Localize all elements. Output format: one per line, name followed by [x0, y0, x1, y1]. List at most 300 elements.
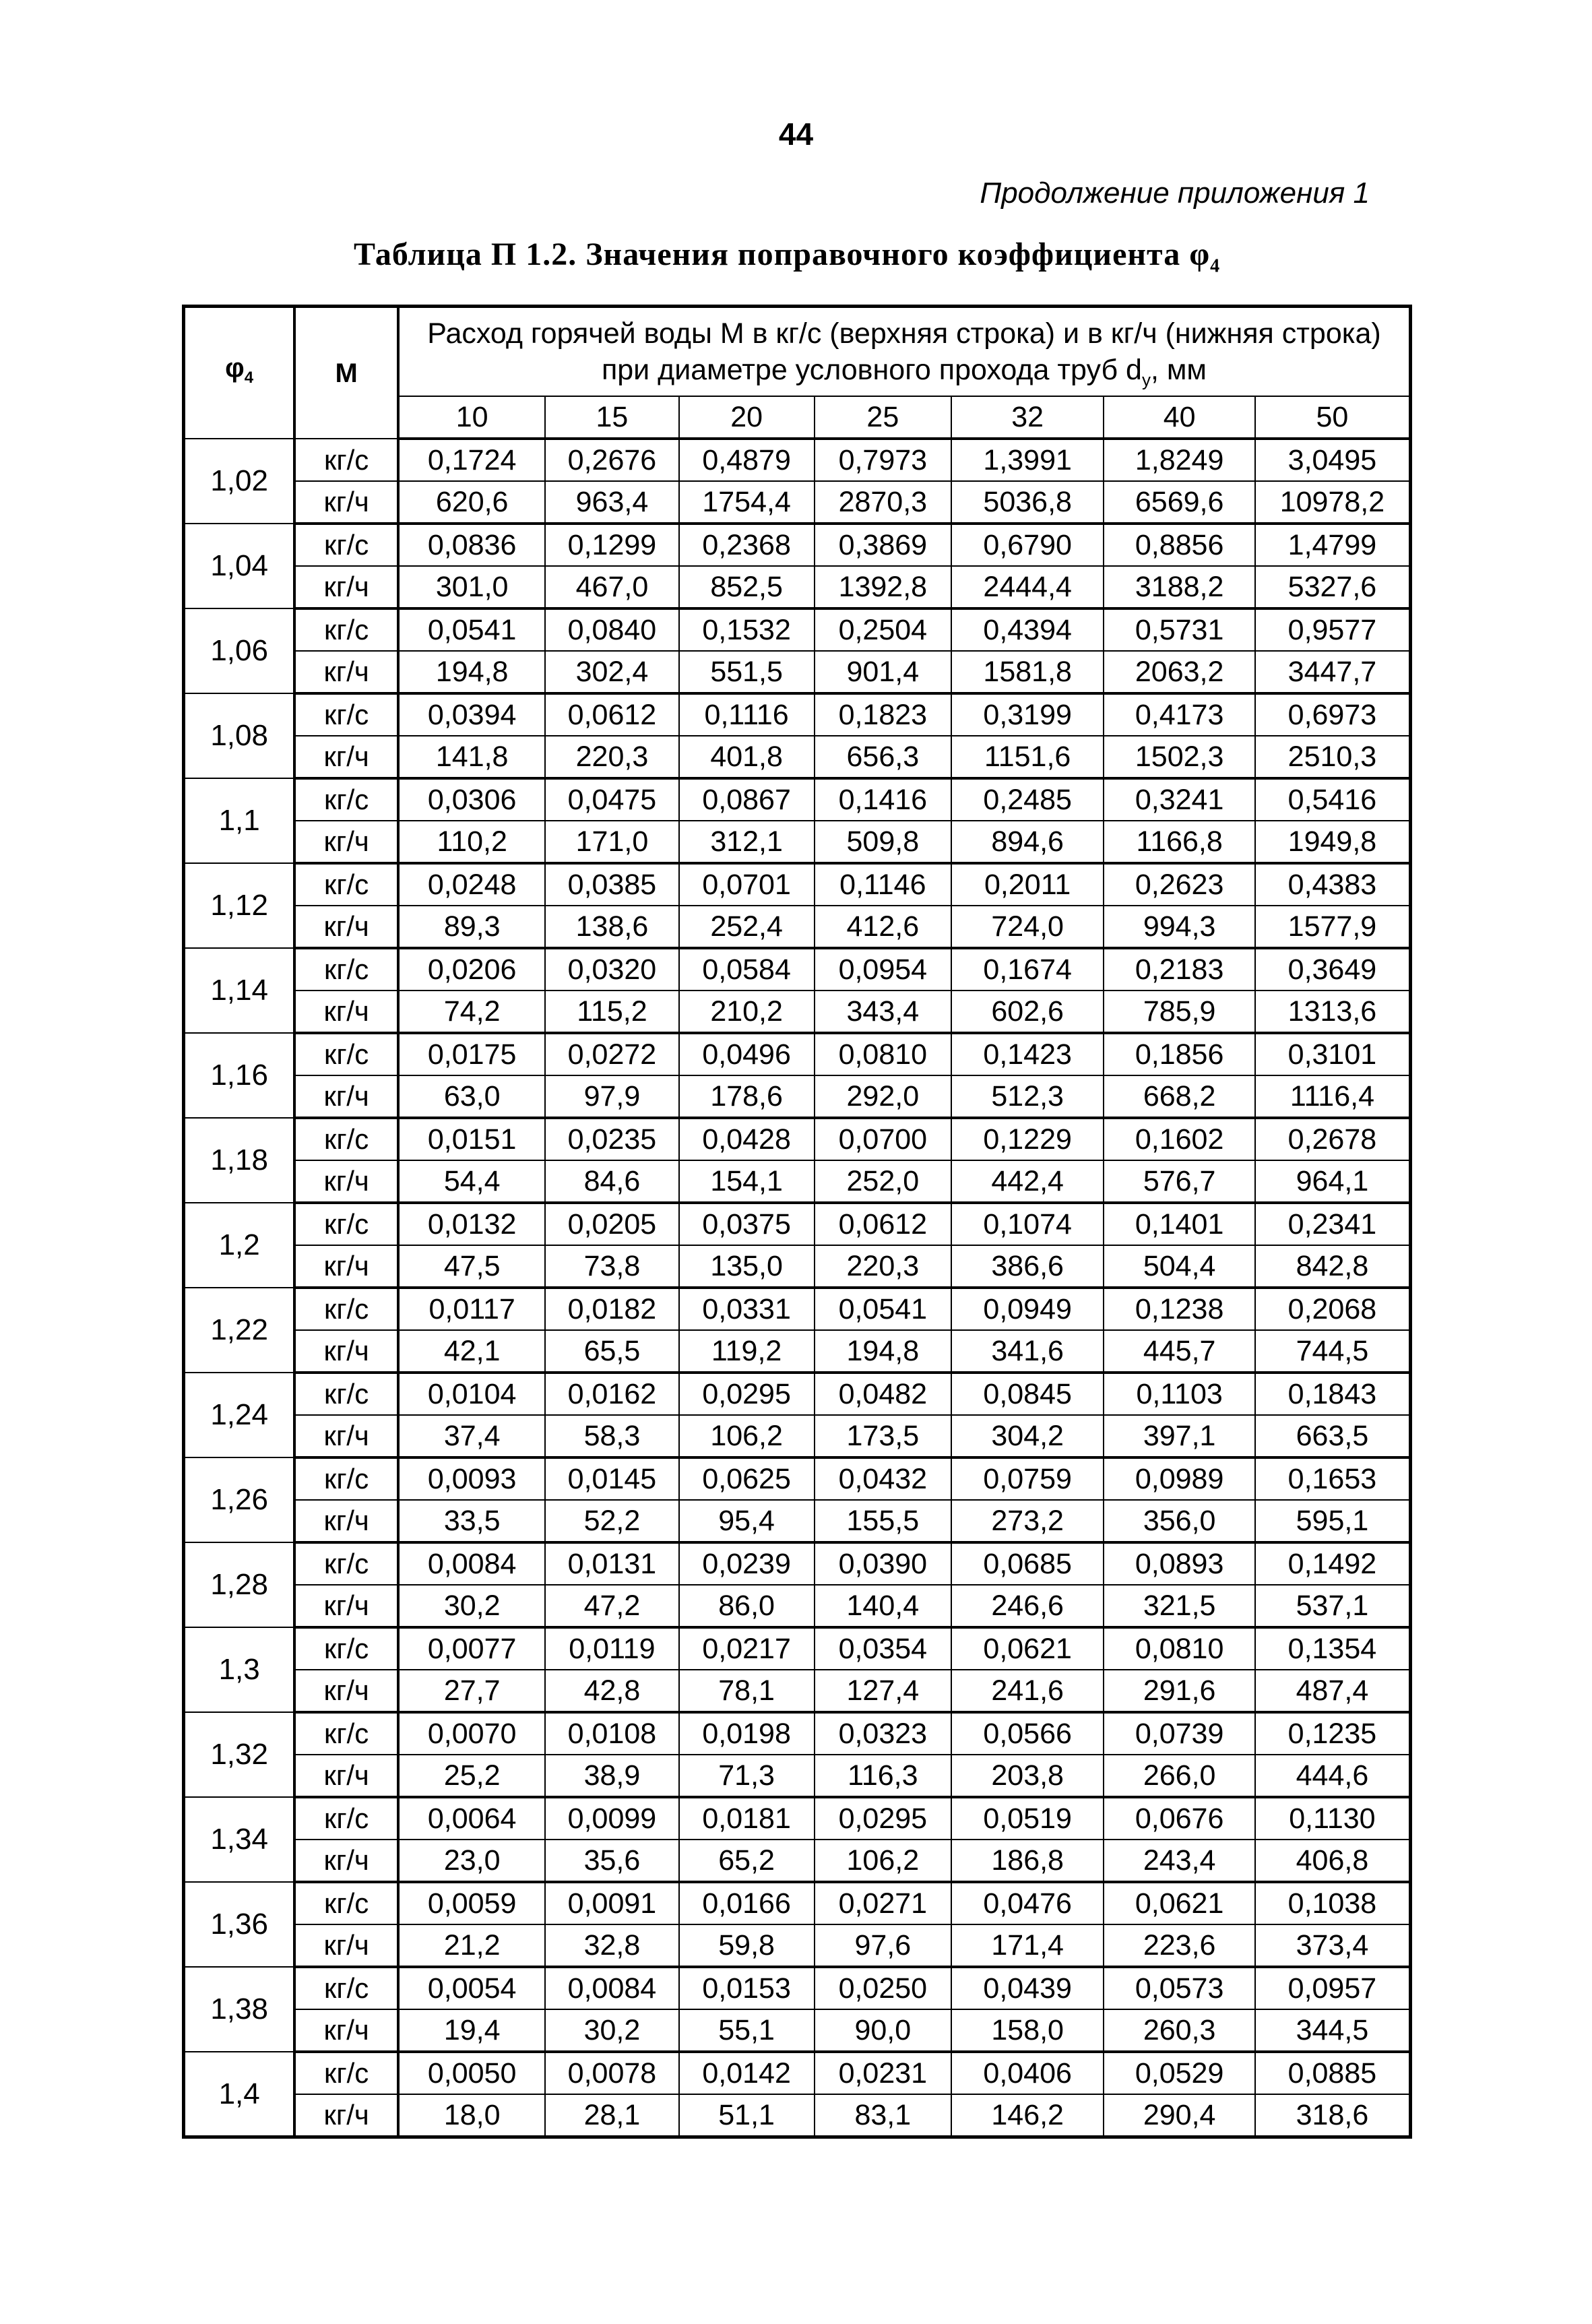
value-cell-kgh: 1754,4 — [679, 481, 815, 524]
value-cell-kgs: 0,0077 — [398, 1627, 545, 1670]
phi-value-cell: 1,1 — [184, 778, 295, 863]
value-cell-kgs: 0,1843 — [1255, 1373, 1411, 1415]
value-cell-kgh: 994,3 — [1104, 906, 1254, 948]
value-cell-kgs: 0,6973 — [1255, 693, 1411, 736]
value-cell-kgs: 0,0439 — [951, 1967, 1104, 2009]
table-row-kgh — [184, 906, 1411, 948]
value-cell-kgh: 5327,6 — [1255, 566, 1411, 608]
value-cell-kgs: 0,3869 — [815, 524, 951, 566]
value-cell-kgs: 0,1299 — [545, 524, 678, 566]
value-cell-kgh: 21,2 — [398, 1924, 545, 1967]
phi-value-cell: 1,08 — [184, 693, 295, 778]
value-cell-kgs: 0,4394 — [951, 608, 1104, 651]
value-cell-kgh: 178,6 — [679, 1075, 815, 1118]
value-cell-kgs: 0,0250 — [815, 1967, 951, 2009]
value-cell-kgs: 0,0132 — [398, 1203, 545, 1245]
diameter-header-20: 20 — [679, 396, 815, 439]
value-cell-kgs: 0,0893 — [1104, 1542, 1254, 1585]
value-cell-kgh: 252,4 — [679, 906, 815, 948]
unit-cell-kgh: кг/ч — [294, 566, 398, 608]
value-cell-kgh: 186,8 — [951, 1840, 1104, 1882]
value-cell-kgh: 86,0 — [679, 1585, 815, 1627]
table-row-kgs — [184, 1542, 1411, 1585]
value-cell-kgh: 65,5 — [545, 1330, 678, 1373]
value-cell-kgh: 74,2 — [398, 991, 545, 1033]
unit-cell-kgs: кг/с — [294, 524, 398, 566]
value-cell-kgs: 0,0759 — [951, 1457, 1104, 1500]
value-cell-kgs: 0,2678 — [1255, 1118, 1411, 1160]
value-cell-kgh: 467,0 — [545, 566, 678, 608]
flow-rate-header — [398, 307, 1411, 397]
value-cell-kgs: 0,0885 — [1255, 2052, 1411, 2094]
table-title-subscript: 4 — [1210, 255, 1221, 277]
unit-cell-kgh: кг/ч — [294, 1755, 398, 1797]
page-number: 44 — [778, 117, 814, 152]
value-cell-kgs: 0,0739 — [1104, 1712, 1254, 1755]
value-cell-kgh: 119,2 — [679, 1330, 815, 1373]
value-cell-kgs: 0,0084 — [398, 1542, 545, 1585]
value-cell-kgs: 0,0217 — [679, 1627, 815, 1670]
value-cell-kgh: 171,0 — [545, 821, 678, 863]
value-cell-kgh: 576,7 — [1104, 1160, 1254, 1203]
value-cell-kgs: 0,1354 — [1255, 1627, 1411, 1670]
value-cell-kgs: 0,0323 — [815, 1712, 951, 1755]
table-row-kgs — [184, 1457, 1411, 1500]
unit-cell-kgs: кг/с — [294, 1712, 398, 1755]
value-cell-kgs: 0,1103 — [1104, 1373, 1254, 1415]
unit-cell-kgs: кг/с — [294, 1882, 398, 1924]
value-cell-kgh: 138,6 — [545, 906, 678, 948]
value-cell-kgs: 0,0108 — [545, 1712, 678, 1755]
value-cell-kgs: 0,0239 — [679, 1542, 815, 1585]
value-cell-kgh: 656,3 — [815, 736, 951, 778]
table-row-kgs — [184, 1627, 1411, 1670]
table-title — [354, 236, 1220, 278]
unit-cell-kgh: кг/ч — [294, 1160, 398, 1203]
unit-cell-kgh: кг/ч — [294, 1670, 398, 1712]
value-cell-kgh: 58,3 — [545, 1415, 678, 1457]
value-cell-kgh: 273,2 — [951, 1500, 1104, 1542]
value-cell-kgs: 0,0320 — [545, 948, 678, 991]
value-cell-kgs: 0,5416 — [1255, 778, 1411, 821]
value-cell-kgh: 47,5 — [398, 1245, 545, 1288]
value-cell-kgh: 602,6 — [951, 991, 1104, 1033]
value-cell-kgh: 194,8 — [398, 651, 545, 693]
value-cell-kgs: 0,0519 — [951, 1797, 1104, 1840]
value-cell-kgh: 445,7 — [1104, 1330, 1254, 1373]
value-cell-kgh: 266,0 — [1104, 1755, 1254, 1797]
value-cell-kgs: 0,0541 — [398, 608, 545, 651]
value-cell-kgs: 0,0059 — [398, 1882, 545, 1924]
value-cell-kgs: 0,1229 — [951, 1118, 1104, 1160]
value-cell-kgs: 0,0119 — [545, 1627, 678, 1670]
diameter-header-10: 10 — [398, 396, 545, 439]
unit-cell-kgh: кг/ч — [294, 481, 398, 524]
value-cell-kgh: 78,1 — [679, 1670, 815, 1712]
value-cell-kgh: 852,5 — [679, 566, 815, 608]
value-cell-kgh: 620,6 — [398, 481, 545, 524]
value-cell-kgh: 318,6 — [1255, 2094, 1411, 2137]
value-cell-kgh: 260,3 — [1104, 2009, 1254, 2052]
value-cell-kgh: 785,9 — [1104, 991, 1254, 1033]
value-cell-kgs: 0,1492 — [1255, 1542, 1411, 1585]
value-cell-kgs: 0,0064 — [398, 1797, 545, 1840]
value-cell-kgh: 894,6 — [951, 821, 1104, 863]
value-cell-kgs: 0,0331 — [679, 1288, 815, 1330]
value-cell-kgs: 0,0272 — [545, 1033, 678, 1075]
value-cell-kgs: 0,0836 — [398, 524, 545, 566]
table-row-kgh — [184, 1415, 1411, 1457]
flow-rate-header-subscript: у — [1141, 369, 1151, 390]
value-cell-kgh: 171,4 — [951, 1924, 1104, 1967]
value-cell-kgs: 1,8249 — [1104, 439, 1254, 481]
value-cell-kgs: 0,1401 — [1104, 1203, 1254, 1245]
table-row-kgs — [184, 693, 1411, 736]
value-cell-kgh: 2870,3 — [815, 481, 951, 524]
value-cell-kgh: 71,3 — [679, 1755, 815, 1797]
value-cell-kgs: 0,0295 — [679, 1373, 815, 1415]
value-cell-kgs: 0,0091 — [545, 1882, 678, 1924]
value-cell-kgh: 223,6 — [1104, 1924, 1254, 1967]
value-cell-kgs: 0,1856 — [1104, 1033, 1254, 1075]
value-cell-kgs: 0,0153 — [679, 1967, 815, 2009]
value-cell-kgh: 37,4 — [398, 1415, 545, 1457]
table-row-kgh — [184, 1840, 1411, 1882]
unit-cell-kgs: кг/с — [294, 863, 398, 906]
value-cell-kgs: 0,1416 — [815, 778, 951, 821]
table-body — [184, 439, 1411, 2137]
value-cell-kgh: 356,0 — [1104, 1500, 1254, 1542]
value-cell-kgh: 146,2 — [951, 2094, 1104, 2137]
value-cell-kgs: 0,1674 — [951, 948, 1104, 991]
table-row-kgh — [184, 2009, 1411, 2052]
value-cell-kgh: 724,0 — [951, 906, 1104, 948]
table-row-kgs — [184, 778, 1411, 821]
value-cell-kgh: 23,0 — [398, 1840, 545, 1882]
value-cell-kgs: 0,3241 — [1104, 778, 1254, 821]
value-cell-kgs: 0,0206 — [398, 948, 545, 991]
value-cell-kgs: 0,1038 — [1255, 1882, 1411, 1924]
unit-cell-kgs: кг/с — [294, 948, 398, 991]
value-cell-kgh: 51,1 — [679, 2094, 815, 2137]
unit-cell-kgh: кг/ч — [294, 1924, 398, 1967]
value-cell-kgh: 537,1 — [1255, 1585, 1411, 1627]
value-cell-kgs: 0,0529 — [1104, 2052, 1254, 2094]
value-cell-kgh: 744,5 — [1255, 1330, 1411, 1373]
table-row-kgs — [184, 1033, 1411, 1075]
value-cell-kgh: 504,4 — [1104, 1245, 1254, 1288]
value-cell-kgs: 0,0231 — [815, 2052, 951, 2094]
value-cell-kgh: 1313,6 — [1255, 991, 1411, 1033]
value-cell-kgs: 0,0810 — [815, 1033, 951, 1075]
value-cell-kgs: 0,1423 — [951, 1033, 1104, 1075]
value-cell-kgs: 0,0566 — [951, 1712, 1104, 1755]
value-cell-kgh: 19,4 — [398, 2009, 545, 2052]
value-cell-kgh: 135,0 — [679, 1245, 815, 1288]
value-cell-kgh: 2063,2 — [1104, 651, 1254, 693]
value-cell-kgs: 0,0394 — [398, 693, 545, 736]
unit-cell-kgs: кг/с — [294, 608, 398, 651]
value-cell-kgs: 0,2068 — [1255, 1288, 1411, 1330]
value-cell-kgs: 0,0354 — [815, 1627, 951, 1670]
unit-cell-kgs: кг/с — [294, 1203, 398, 1245]
value-cell-kgs: 0,0573 — [1104, 1967, 1254, 2009]
correction-table — [182, 305, 1412, 2139]
value-cell-kgs: 0,0496 — [679, 1033, 815, 1075]
table-row-kgs — [184, 1967, 1411, 2009]
value-cell-kgh: 252,0 — [815, 1160, 951, 1203]
value-cell-kgh: 32,8 — [545, 1924, 678, 1967]
value-cell-kgh: 1502,3 — [1104, 736, 1254, 778]
phi-header-subscript: 4 — [244, 369, 254, 387]
value-cell-kgs: 0,0306 — [398, 778, 545, 821]
table-row-kgh — [184, 1330, 1411, 1373]
value-cell-kgs: 0,0117 — [398, 1288, 545, 1330]
unit-cell-kgs: кг/с — [294, 1542, 398, 1585]
value-cell-kgs: 0,2011 — [951, 863, 1104, 906]
unit-cell-kgs: кг/с — [294, 1457, 398, 1500]
value-cell-kgs: 0,0375 — [679, 1203, 815, 1245]
value-cell-kgh: 487,4 — [1255, 1670, 1411, 1712]
value-cell-kgs: 0,0845 — [951, 1373, 1104, 1415]
value-cell-kgh: 220,3 — [815, 1245, 951, 1288]
value-cell-kgh: 406,8 — [1255, 1840, 1411, 1882]
value-cell-kgs: 0,9577 — [1255, 608, 1411, 651]
value-cell-kgh: 97,6 — [815, 1924, 951, 1967]
value-cell-kgs: 0,1146 — [815, 863, 951, 906]
value-cell-kgs: 0,8856 — [1104, 524, 1254, 566]
value-cell-kgh: 397,1 — [1104, 1415, 1254, 1457]
unit-cell-kgs: кг/с — [294, 439, 398, 481]
value-cell-kgh: 1392,8 — [815, 566, 951, 608]
value-cell-kgs: 0,2623 — [1104, 863, 1254, 906]
value-cell-kgh: 373,4 — [1255, 1924, 1411, 1967]
value-cell-kgs: 0,0949 — [951, 1288, 1104, 1330]
value-cell-kgs: 0,0145 — [545, 1457, 678, 1500]
value-cell-kgh: 1151,6 — [951, 736, 1104, 778]
value-cell-kgh: 1166,8 — [1104, 821, 1254, 863]
value-cell-kgh: 90,0 — [815, 2009, 951, 2052]
value-cell-kgs: 0,0271 — [815, 1882, 951, 1924]
value-cell-kgs: 0,0685 — [951, 1542, 1104, 1585]
value-cell-kgh: 83,1 — [815, 2094, 951, 2137]
value-cell-kgh: 63,0 — [398, 1075, 545, 1118]
value-cell-kgh: 343,4 — [815, 991, 951, 1033]
value-cell-kgs: 0,0093 — [398, 1457, 545, 1500]
value-cell-kgh: 509,8 — [815, 821, 951, 863]
diameter-header-25: 25 — [815, 396, 951, 439]
value-cell-kgh: 512,3 — [951, 1075, 1104, 1118]
value-cell-kgs: 0,1823 — [815, 693, 951, 736]
value-cell-kgh: 42,1 — [398, 1330, 545, 1373]
phi-value-cell: 1,2 — [184, 1203, 295, 1288]
table-row-kgh — [184, 1245, 1411, 1288]
phi-value-cell: 1,3 — [184, 1627, 295, 1712]
value-cell-kgs: 0,0676 — [1104, 1797, 1254, 1840]
diameter-header-32: 32 — [951, 396, 1104, 439]
value-cell-kgh: 30,2 — [398, 1585, 545, 1627]
value-cell-kgh: 1949,8 — [1255, 821, 1411, 863]
unit-cell-kgh: кг/ч — [294, 1500, 398, 1542]
unit-cell-kgh: кг/ч — [294, 1840, 398, 1882]
value-cell-kgs: 0,0235 — [545, 1118, 678, 1160]
unit-cell-kgh: кг/ч — [294, 991, 398, 1033]
value-cell-kgs: 0,4173 — [1104, 693, 1254, 736]
value-cell-kgh: 220,3 — [545, 736, 678, 778]
value-cell-kgs: 0,0078 — [545, 2052, 678, 2094]
value-cell-kgh: 27,7 — [398, 1670, 545, 1712]
value-cell-kgs: 0,0385 — [545, 863, 678, 906]
value-cell-kgs: 0,0104 — [398, 1373, 545, 1415]
value-cell-kgh: 3188,2 — [1104, 566, 1254, 608]
phi-value-cell: 1,28 — [184, 1542, 295, 1627]
table-row-kgs — [184, 524, 1411, 566]
table-row-kgh — [184, 651, 1411, 693]
value-cell-kgh: 210,2 — [679, 991, 815, 1033]
value-cell-kgh: 155,5 — [815, 1500, 951, 1542]
value-cell-kgs: 0,0182 — [545, 1288, 678, 1330]
value-cell-kgh: 10978,2 — [1255, 481, 1411, 524]
unit-cell-kgh: кг/ч — [294, 651, 398, 693]
flow-rate-header-unit: , мм — [1150, 354, 1207, 386]
table-row-kgh — [184, 821, 1411, 863]
value-cell-kgs: 0,0390 — [815, 1542, 951, 1585]
value-cell-kgs: 0,0612 — [545, 693, 678, 736]
value-cell-kgs: 0,0989 — [1104, 1457, 1254, 1500]
value-cell-kgh: 241,6 — [951, 1670, 1104, 1712]
phi-value-cell: 1,36 — [184, 1882, 295, 1967]
value-cell-kgs: 0,0954 — [815, 948, 951, 991]
value-cell-kgh: 33,5 — [398, 1500, 545, 1542]
value-cell-kgs: 0,0198 — [679, 1712, 815, 1755]
value-cell-kgs: 0,0099 — [545, 1797, 678, 1840]
value-cell-kgh: 668,2 — [1104, 1075, 1254, 1118]
value-cell-kgh: 203,8 — [951, 1755, 1104, 1797]
unit-cell-kgh: кг/ч — [294, 736, 398, 778]
value-cell-kgh: 154,1 — [679, 1160, 815, 1203]
value-cell-kgs: 0,6790 — [951, 524, 1104, 566]
value-cell-kgs: 0,2183 — [1104, 948, 1254, 991]
value-cell-kgs: 0,0840 — [545, 608, 678, 651]
value-cell-kgh: 106,2 — [679, 1415, 815, 1457]
value-cell-kgs: 0,0476 — [951, 1882, 1104, 1924]
table-row-kgh — [184, 1500, 1411, 1542]
value-cell-kgh: 964,1 — [1255, 1160, 1411, 1203]
value-cell-kgh: 47,2 — [545, 1585, 678, 1627]
unit-cell-kgs: кг/с — [294, 1118, 398, 1160]
value-cell-kgh: 290,4 — [1104, 2094, 1254, 2137]
unit-cell-kgs: кг/с — [294, 693, 398, 736]
phi-value-cell: 1,18 — [184, 1118, 295, 1203]
value-cell-kgs: 0,0070 — [398, 1712, 545, 1755]
table-row-kgh — [184, 1585, 1411, 1627]
phi-value-cell: 1,26 — [184, 1457, 295, 1542]
value-cell-kgs: 0,1238 — [1104, 1288, 1254, 1330]
value-cell-kgs: 0,0054 — [398, 1967, 545, 2009]
value-cell-kgs: 0,2676 — [545, 439, 678, 481]
table-row-kgs — [184, 1373, 1411, 1415]
value-cell-kgh: 28,1 — [545, 2094, 678, 2137]
value-cell-kgs: 0,2341 — [1255, 1203, 1411, 1245]
value-cell-kgh: 89,3 — [398, 906, 545, 948]
unit-cell-kgh: кг/ч — [294, 2009, 398, 2052]
value-cell-kgs: 0,5731 — [1104, 608, 1254, 651]
value-cell-kgs: 0,1532 — [679, 608, 815, 651]
correction-table-container — [182, 305, 1412, 2139]
unit-cell-kgh: кг/ч — [294, 1075, 398, 1118]
table-row-kgs — [184, 1118, 1411, 1160]
value-cell-kgh: 2510,3 — [1255, 736, 1411, 778]
value-cell-kgs: 0,0701 — [679, 863, 815, 906]
unit-cell-kgh: кг/ч — [294, 2094, 398, 2137]
phi-value-cell: 1,34 — [184, 1797, 295, 1882]
value-cell-kgh: 173,5 — [815, 1415, 951, 1457]
value-cell-kgs: 0,0700 — [815, 1118, 951, 1160]
unit-cell-kgh: кг/ч — [294, 821, 398, 863]
value-cell-kgs: 0,0612 — [815, 1203, 951, 1245]
value-cell-kgh: 18,0 — [398, 2094, 545, 2137]
unit-cell-kgh: кг/ч — [294, 1245, 398, 1288]
value-cell-kgs: 0,0050 — [398, 2052, 545, 2094]
value-cell-kgh: 127,4 — [815, 1670, 951, 1712]
value-cell-kgh: 291,6 — [1104, 1670, 1254, 1712]
value-cell-kgs: 0,0295 — [815, 1797, 951, 1840]
table-row-kgh — [184, 991, 1411, 1033]
value-cell-kgh: 963,4 — [545, 481, 678, 524]
value-cell-kgs: 0,0175 — [398, 1033, 545, 1075]
value-cell-kgh: 444,6 — [1255, 1755, 1411, 1797]
unit-cell-kgs: кг/с — [294, 778, 398, 821]
value-cell-kgh: 304,2 — [951, 1415, 1104, 1457]
value-cell-kgh: 551,5 — [679, 651, 815, 693]
value-cell-kgh: 386,6 — [951, 1245, 1104, 1288]
unit-cell-kgh: кг/ч — [294, 1415, 398, 1457]
table-row-kgs — [184, 1203, 1411, 1245]
unit-cell-kgs: кг/с — [294, 1373, 398, 1415]
value-cell-kgh: 25,2 — [398, 1755, 545, 1797]
value-cell-kgh: 1581,8 — [951, 651, 1104, 693]
value-cell-kgh: 52,2 — [545, 1500, 678, 1542]
value-cell-kgs: 0,0248 — [398, 863, 545, 906]
value-cell-kgh: 54,4 — [398, 1160, 545, 1203]
value-cell-kgs: 0,0406 — [951, 2052, 1104, 2094]
table-title-text: Таблица П 1.2. Значения поправочного коэффициента φ — [354, 237, 1211, 272]
value-cell-kgs: 0,1116 — [679, 693, 815, 736]
value-cell-kgs: 0,3199 — [951, 693, 1104, 736]
value-cell-kgs: 0,0131 — [545, 1542, 678, 1585]
value-cell-kgs: 0,3101 — [1255, 1033, 1411, 1075]
value-cell-kgs: 0,4879 — [679, 439, 815, 481]
value-cell-kgh: 6569,6 — [1104, 481, 1254, 524]
table-row-kgh — [184, 566, 1411, 608]
value-cell-kgh: 140,4 — [815, 1585, 951, 1627]
value-cell-kgs: 0,0957 — [1255, 1967, 1411, 2009]
unit-cell-kgs: кг/с — [294, 1288, 398, 1330]
value-cell-kgs: 0,1235 — [1255, 1712, 1411, 1755]
value-cell-kgh: 194,8 — [815, 1330, 951, 1373]
table-row-kgs — [184, 2052, 1411, 2094]
value-cell-kgs: 0,1724 — [398, 439, 545, 481]
phi-header-label: φ — [225, 353, 245, 383]
phi-value-cell: 1,22 — [184, 1288, 295, 1373]
value-cell-kgs: 0,0621 — [1104, 1882, 1254, 1924]
table-row-kgs — [184, 1288, 1411, 1330]
flow-rate-header-text: Расход горячей воды М в кг/с (верхняя строка) и в кг/ч (нижняя строка) при диаметре условного прохода труб d — [427, 317, 1381, 386]
table-row-kgs — [184, 1712, 1411, 1755]
value-cell-kgh: 292,0 — [815, 1075, 951, 1118]
unit-cell-kgh: кг/ч — [294, 1330, 398, 1373]
value-cell-kgh: 412,6 — [815, 906, 951, 948]
